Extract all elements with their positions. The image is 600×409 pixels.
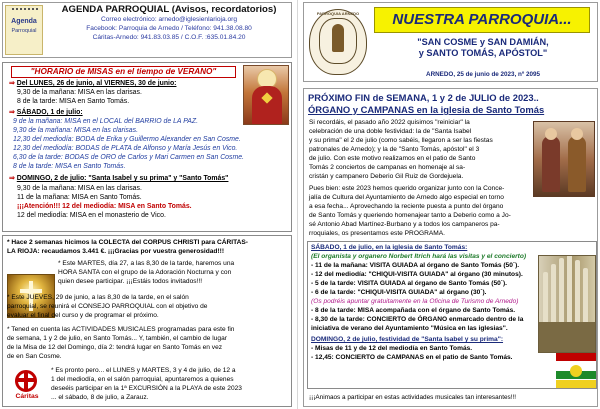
sacred-heart-image: [243, 65, 289, 125]
program-heading-saturday: SÁBADO, 1 de julio, en la iglesia de Santo Tomás:: [311, 244, 468, 251]
schedule-line: 12,30 del mediodía: BODAS de PLATA de Alfonso y María Jesús en Vico.: [13, 145, 238, 152]
notice-line: deseéis participar en la 1ª EXCURSIÓN a la PLAYA de este 2023: [51, 385, 242, 392]
program-line: - 5 de la tarde: VISITA GUIADA al órgano de Santo Tomás (50´).: [311, 280, 508, 287]
schedule-line-attention: ¡¡¡Atención!!! 12 del mediodía: MISA en Santo Tomás.: [17, 203, 192, 210]
notice-line: de en San Cosme.: [7, 353, 62, 360]
notice-line: * Este JUEVES, 29 de junio, a las 8,30 de la tarde, en el salón: [7, 294, 189, 301]
headline-line-1: PRÓXIMO FIN de SEMANA, 1 y 2 de JULIO de 2023..: [308, 92, 539, 103]
right-column: [303, 2, 598, 407]
article-line: jalía de Cultura del Ayuntamiento de Arnedo algo especial en torno: [309, 194, 504, 201]
bulletin-title: NUESTRA PARROQUIA...: [374, 7, 590, 33]
notice-line: * Tened en cuenta las ACTIVIDADES MUSICALES programadas para este fin: [7, 326, 235, 333]
schedule-line: 9,30 de la mañana: MISA en las clarisas.: [13, 127, 138, 134]
caritas-logo: [7, 370, 47, 406]
article-line: patronales de Arnedo); y la de "Santo Tomás, apóstol" el 3: [309, 146, 480, 153]
program-line: - 6 de la tarde: "CHIQUI-VISITA GUIADA" al órgano (30´).: [311, 289, 487, 296]
saint-figure-icon: [332, 24, 344, 52]
article-line: de Santo Tomás y queriendo homenajear tanto a Deberio como a Jo-: [309, 212, 511, 219]
schedule-weekday-heading: ⇒ Del LUNES, 26 de junio, al VIERNES, 30 de junio:: [9, 80, 177, 87]
program-footer: ¡¡¡Animaos a participar en estas actividades musicales tan interesantes!!!: [309, 394, 517, 401]
page-fold: [297, 0, 298, 409]
notice-line: parroquial, se reunirá el CONSEJO PARROQUIAL con el objetivo de: [7, 303, 208, 310]
contact-caritas: Cáritas-Arnedo: 941.83.03.85 / C.O.F. :635.01.84.20: [92, 34, 246, 41]
regional-flag-image: [556, 353, 596, 389]
schedule-line: 8 de la tarde: MISA en Santo Tomás.: [13, 163, 126, 170]
schedule-sunday-heading: ⇒ DOMINGO, 2 de julio: "Santa Isabel y su prima" y "Santo Tomás": [9, 175, 229, 182]
main-article: [303, 88, 598, 407]
article-line: de julio. Con este motivo realizamos en el patio de Santo: [309, 155, 476, 162]
notice-line: ... el sábado, 8 de julio, a Zarauz.: [51, 394, 149, 401]
arrow-icon: ⇒: [9, 109, 15, 116]
logo-line-2: Parroquial: [11, 28, 37, 34]
summer-mass-schedule: [2, 62, 292, 232]
bulletin-subtitle: [372, 37, 594, 59]
notice-line: * Hace 2 semanas hicimos la COLECTA del CORPUS CHRISTI para CÁRITAS-: [7, 239, 248, 246]
article-headline: [308, 92, 594, 116]
notice-line: quien desee participar. ¡¡¡Estáis todos invitados!!!: [58, 278, 203, 285]
notice-line: HORA SANTA con el grupo de la Adoración Nocturna y con: [58, 269, 232, 276]
program-heading-sunday: DOMINGO, 2 de julio, festividad de "Santa Isabel y su prima":: [311, 336, 504, 343]
notice-line: * Este MARTES, día 27, a las 8,30 de la tarde, haremos una: [58, 260, 235, 267]
program-note: (El organista y organero Norbert Itrich hará las visitas y el concierto): [311, 253, 527, 260]
parish-notices: [2, 235, 292, 407]
subtitle-line-2: y SANTO TOMÁS, APÓSTOL": [418, 48, 548, 58]
sun-icon: [570, 365, 582, 377]
schedule-line: 8 de la tarde: MISA en Santo Tomás.: [17, 98, 130, 105]
schedule-line: 11 de la mañana: MISA en Santo Tomás.: [17, 194, 142, 201]
church-organ-image: [538, 255, 596, 353]
program-line: - 11 de la mañana: VISITA GUIADA al órgano de Santo Tomás (50´).: [311, 262, 520, 269]
contact-email: Correo electrónico: arnedo@iglesienlarioja.org: [100, 16, 238, 23]
article-line: Pues bien: este 2023 hemos querido organizar junto con la Conce-: [309, 185, 505, 192]
notice-line: * Es pronto pero... el LUNES y MARTES, 3 y 4 de julio, de 12 a: [51, 367, 236, 374]
program-line: - 8,30 de la tarde: CONCIERTO de ÓRGANO enmarcado dentro de la: [311, 316, 524, 323]
schedule-title: "HORARIO de MISAS en el tiempo de VERANO": [11, 66, 236, 78]
spiral-binding-icon: [12, 3, 38, 10]
schedule-saturday-heading: ⇒ SÁBADO, 1 de julio:: [9, 109, 83, 116]
program-signup-note: (Os podréis apuntar gratuitamente en la Oficina de Turismo de Arnedo): [311, 298, 519, 305]
program-line: - 8 de la tarde: MISA acompañada con el órgano de Santo Tomás.: [311, 307, 516, 314]
program-line: - 12 del mediodía: "CHIQUI-VISITA GUIADA" al órgano (30 minutos).: [311, 271, 523, 278]
schedule-line: 9 de la mañana: MISA en el LOCAL del BARRIO de LA PAZ.: [13, 118, 198, 125]
agenda-header: [2, 2, 292, 58]
article-line: Si recordáis, el pasado año 2022 quisimos "reiniciar" la: [309, 119, 470, 126]
caritas-label: Cáritas: [15, 393, 39, 400]
logo-line-1: Agenda: [11, 18, 37, 25]
article-line: celebración de una doble festividad: la de "Santa Isabel: [309, 128, 472, 135]
article-line: rroquiales, os presentamos este PROGRAMA.: [309, 230, 445, 237]
program-line: - Misas de 11 y de 12 del mediodía en Santo Tomás.: [311, 345, 473, 352]
notice-line: de la Misa de 12 del Domingo, día 2: tendrá lugar en Santo Tomás en vez: [7, 344, 223, 351]
schedule-line: 12 del mediodía: MISA en el monasterio de Vico.: [17, 212, 166, 219]
schedule-line: 12,30 del mediodía: BODA de Erika y Guillermo Alexander en San Cosme.: [13, 136, 241, 143]
program-line: - 12,45: CONCIERTO de CAMPANAS en el patio de Santo Tomás.: [311, 354, 513, 361]
schedule-line: 9,30 de la mañana: MISA en las clarisas.: [17, 185, 142, 192]
notice-line: evaluar el final del curso y de programar el próximo.: [7, 312, 159, 319]
issue-date: ARNEDO, 25 de junio de 2023, nº 2095: [426, 71, 540, 78]
article-line: a esa fecha... Aprovechando la reciente puesta a punto del órgano: [309, 203, 504, 210]
agenda-logo: [5, 5, 43, 55]
schedule-line: 9,30 de la mañana: MISA en las clarisas.: [17, 89, 142, 96]
article-line: cristán y campanero Deberio Gil Ruiz de Gordejuela.: [309, 173, 464, 180]
notice-line: 1 del mediodía, en el salón parroquial, apuntaremos a quienes: [51, 376, 234, 383]
schedule-line: 6,30 de la tarde: BODAS de ORO de Carlos y Mari Carmen en San Cosme.: [13, 154, 244, 161]
seal-text: PARROQUIA ARNEDO: [316, 11, 360, 16]
saints-cosme-damian-image: [533, 121, 595, 197]
headline-line-2: ÓRGANO y CAMPANAS en la iglesia de Santo Tomás: [308, 104, 545, 115]
notice-line: LA RIOJA: recaudamos 3.441 €. ¡¡¡Gracias por vuestra generosidad!!!: [7, 248, 225, 255]
article-line: sé Antonio Abad Martínez-Burbano y a todos los campaneros pa-: [309, 221, 500, 228]
agenda-title: AGENDA PARROQUIAL (Avisos, recordatorios): [61, 4, 277, 15]
article-line: Tomás 2 conciertos de campanas en homenaje al sa-: [309, 164, 466, 171]
left-column: [2, 2, 292, 407]
contact-facebook-phone: Facebook: Parroquia de Arnedo / Teléfono: 941.38.08.80: [86, 25, 252, 32]
parish-header: [303, 2, 598, 82]
subtitle-line-1: "SAN COSME y SAN DAMIÁN,: [417, 37, 549, 47]
parish-seal: [309, 9, 367, 75]
article-line: y su prima" el 2 de julio (como sabéis, llegaron a ser las fiestas: [309, 137, 493, 144]
arrow-icon: ⇒: [9, 175, 15, 182]
program-line: iniciativa de verano del Ayuntamiento "Música en las iglesias".: [311, 325, 508, 332]
arrow-icon: ⇒: [9, 80, 15, 87]
notice-line: de semana, 1 y 2 de julio, en Santo Tomás... Y, también, el cambio de lugar: [7, 335, 227, 342]
